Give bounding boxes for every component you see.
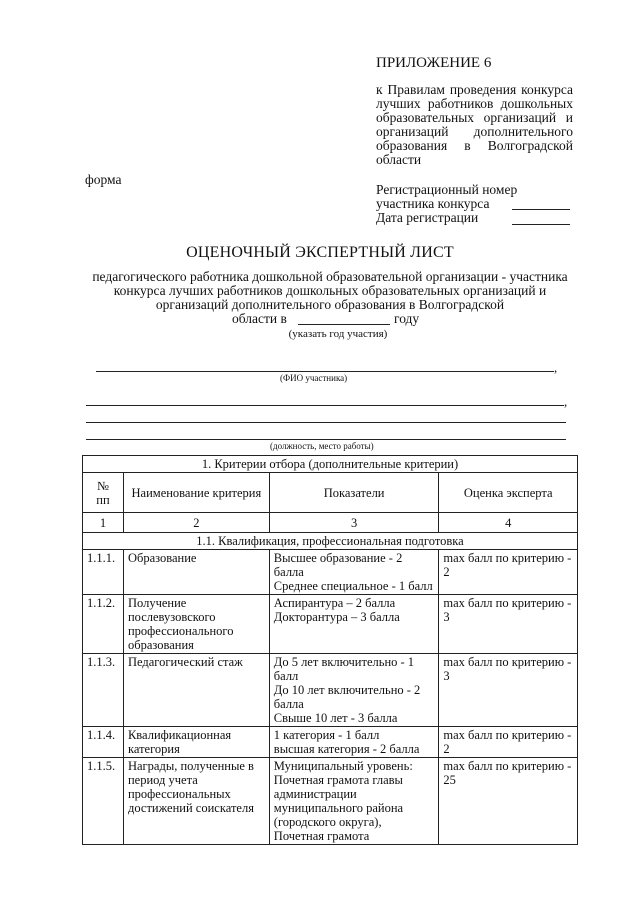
- table-row: [83, 595, 578, 654]
- section-title: 1. Критерии отбора (дополнительные критерии): [83, 456, 578, 473]
- indicator: 1 категория - 1 балл: [273, 728, 380, 742]
- registration-number-label: Регистрационный номер: [376, 182, 518, 197]
- fio-hint: (ФИО участника): [280, 373, 348, 383]
- row-number: 1.1.4.: [83, 727, 124, 758]
- registration-date-row: [376, 211, 517, 225]
- registration-date-label: Дата регистрации: [376, 210, 479, 225]
- registration-participant-label: участника конкурса: [376, 196, 490, 211]
- indicator: Докторантура – 3 балла: [273, 610, 400, 624]
- indicator: Аспирантура – 2 балла: [273, 596, 396, 610]
- expert-score[interactable]: max балл по критерию - 3: [439, 595, 578, 654]
- indicators-cell: [269, 654, 439, 727]
- fio-field[interactable]: [96, 371, 554, 372]
- expert-score[interactable]: max балл по критерию - 2: [439, 727, 578, 758]
- criterion-name: Педагогический стаж: [123, 654, 269, 727]
- table-row: [83, 550, 578, 595]
- position-comma: ,: [564, 394, 568, 409]
- position-field-3[interactable]: [86, 439, 566, 440]
- column-number: 3: [269, 513, 439, 533]
- criteria-table: [82, 455, 578, 845]
- year-suffix: году: [394, 311, 420, 326]
- column-numbers-row: [83, 513, 578, 533]
- indicator: До 5 лет включительно - 1 балл: [273, 655, 415, 683]
- indicator: высшая категория - 2 балла: [273, 742, 420, 756]
- fio-comma: ,: [554, 360, 558, 375]
- position-field-2[interactable]: [86, 422, 566, 423]
- position-field-1[interactable]: [86, 405, 564, 406]
- year-row: [80, 312, 580, 326]
- registration-number-row: [376, 197, 517, 211]
- subsection-row: [83, 533, 578, 550]
- header-score: Оценка эксперта: [439, 473, 578, 513]
- indicator: До 10 лет включительно - 2 балла: [273, 683, 421, 711]
- indicators-cell: [269, 550, 439, 595]
- table-row: [83, 654, 578, 727]
- criterion-name: Квалификационная категория: [123, 727, 269, 758]
- indicators-cell: [269, 727, 439, 758]
- criterion-name: Образование: [123, 550, 269, 595]
- criterion-name: Награды, полученные в период учета профессиональных достижений соискателя: [123, 758, 269, 845]
- form-label: форма: [85, 172, 122, 187]
- registration-number-field[interactable]: [512, 209, 570, 210]
- expert-score[interactable]: max балл по критерию - 2: [439, 550, 578, 595]
- appendix-label: ПРИЛОЖЕНИЕ 6: [376, 55, 492, 71]
- page-title: ОЦЕНОЧНЫЙ ЭКСПЕРТНЫЙ ЛИСТ: [186, 244, 454, 261]
- table-row: [83, 758, 578, 845]
- column-number: 2: [123, 513, 269, 533]
- indicator: Муниципальный уровень: Почетная грамота главы администрации муниципального района (городского округа), Почетная грамота: [273, 759, 413, 843]
- header-num: № пп: [83, 473, 124, 513]
- row-number: 1.1.2.: [83, 595, 124, 654]
- indicator: Свыше 10 лет - 3 балла: [273, 711, 398, 725]
- registration-block: [376, 183, 517, 225]
- subsection-title: 1.1. Квалификация, профессиональная подготовка: [83, 533, 578, 550]
- year-prefix: области в: [232, 311, 287, 326]
- section-row: [83, 456, 578, 473]
- criterion-name: Получение послевузовского профессионального образования: [123, 595, 269, 654]
- header-row: [83, 473, 578, 513]
- indicators-cell: [269, 758, 439, 845]
- year-hint: (указать год участия): [288, 328, 388, 340]
- header-name: Наименование критерия: [123, 473, 269, 513]
- header-indicators: Показатели: [269, 473, 439, 513]
- registration-date-field[interactable]: [512, 224, 570, 225]
- year-field[interactable]: [298, 324, 390, 325]
- column-number: 1: [83, 513, 124, 533]
- appendix-text: к Правилам проведения конкурса лучших работников дошкольных образовательных организаций и организаций дополнительного образования в Волгоградской области: [376, 82, 573, 167]
- row-number: 1.1.5.: [83, 758, 124, 845]
- column-number: 4: [439, 513, 578, 533]
- indicator: Высшее образование - 2 балла: [273, 551, 403, 579]
- table-row: [83, 727, 578, 758]
- expert-score[interactable]: max балл по критерию - 25: [439, 758, 578, 845]
- position-hint: (должность, место работы): [270, 441, 374, 451]
- row-number: 1.1.3.: [83, 654, 124, 727]
- row-number: 1.1.1.: [83, 550, 124, 595]
- subtitle-text: педагогического работника дошкольной образовательной организации - участника конкурса лучших работников дошкольных образовательных организаций и организаций дополнительного образования в Волгоградской: [92, 269, 568, 312]
- indicator: Среднее специальное - 1 балл: [273, 579, 433, 593]
- expert-score[interactable]: max балл по критерию - 3: [439, 654, 578, 727]
- indicators-cell: [269, 595, 439, 654]
- subtitle-block: [80, 270, 580, 341]
